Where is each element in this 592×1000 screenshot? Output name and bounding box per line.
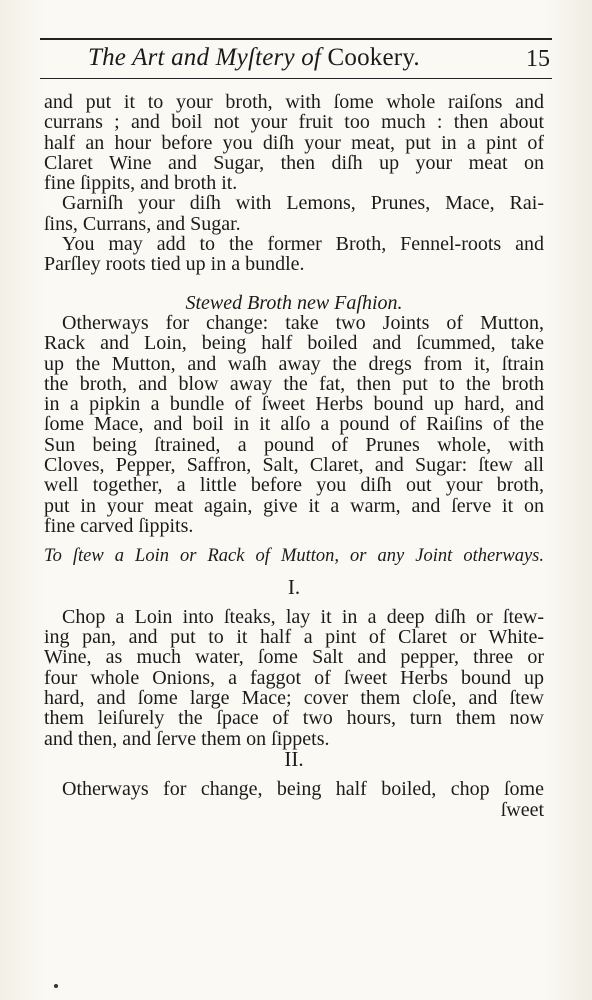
text-line: ing pan, and put to it half a pint of Claret or White- [44, 626, 544, 649]
text-line: currans ; and boil not your fruit too much : then about [44, 111, 544, 134]
ink-speck [54, 984, 58, 988]
catchword: ſweet [500, 798, 544, 821]
paragraph-stewed-broth [44, 313, 544, 536]
text-line: fine carved ſippits. [44, 514, 194, 537]
header-rule-top [40, 38, 552, 40]
text-line: put in your meat again, give it a warm, and ſerve it on [44, 494, 544, 517]
text-line: and then, and ſerve them on ſippets. [44, 727, 330, 750]
text-line: half an hour before you diſh your meat, put in a pint of [44, 131, 544, 154]
recipe-heading-stewed-broth: Stewed Broth new Faſhion. [185, 291, 403, 314]
text-line: hard, and ſome large Mace; cover them cloſe, and ſtew [44, 687, 544, 710]
running-title-italic: The Art and Myſtery of [88, 44, 322, 71]
running-title-roman: Cookery. [327, 44, 420, 71]
text-line: four whole Onions, a faggot of ſweet Herbs bound up [44, 666, 544, 689]
section-numeral-2: II. [284, 746, 304, 771]
text-line: Cloves, Pepper, Saffron, Salt, Claret, and Sugar: ſtew all [44, 454, 544, 477]
text-line: Parſley roots tied up in a bundle. [44, 253, 305, 276]
text-line: ſins, Currans, and Sugar. [44, 212, 241, 235]
paragraph-broth-continued [44, 92, 544, 193]
text-line: well together, a little before you diſh out your broth, [44, 474, 544, 497]
text-line: them leiſurely the ſpace of two hours, turn them now [44, 707, 544, 730]
section-numeral-1: I. [287, 574, 301, 599]
text-line: Claret Wine and Sugar, then diſh up your meat on [44, 151, 544, 174]
paragraph-stew-loin-1 [44, 607, 544, 749]
text-line: You may add to the former Broth, Fennel-roots and [62, 233, 544, 256]
text-line: up the Mutton, and waſh away the dregs from it, ſtrain [44, 352, 544, 375]
page-number: 15 [526, 46, 550, 72]
text-line: fine ſippits, and broth it. [44, 172, 238, 195]
text-line: Wine, as much water, ſome Salt and pepper, three or [44, 646, 544, 669]
paragraph-stew-loin-2 [44, 779, 544, 799]
text-line: Otherways for change, being half boiled, chop ſome [62, 778, 544, 801]
text-line: in a pipkin a bundle of ſweet Herbs bound up hard, and [44, 393, 544, 416]
text-line: ſome Mace, and boil in it alſo a pound of Raiſins of the [44, 413, 544, 436]
header-rule-bottom [40, 78, 552, 79]
paragraph-garnish [44, 193, 544, 234]
text-line: and put it to your broth, with ſome whole raiſons and [44, 91, 544, 113]
page-body [44, 92, 544, 820]
recipe-heading-stew-loin: To ſtew a Loin or Rack of Mutton, or any Joint otherways. [44, 546, 544, 567]
paragraph-additions [44, 234, 544, 275]
text-line: the broth, and blow away the fat, then put to the broth [44, 372, 544, 395]
text-line: Sun being ſtrained, a pound of Prunes whole, with [44, 433, 544, 456]
running-header [40, 44, 552, 76]
text-line: Garniſh your diſh with Lemons, Prunes, Mace, Rai- [62, 192, 544, 215]
spacer [44, 536, 544, 546]
running-title [88, 44, 420, 72]
text-line: Chop a Loin into ſteaks, lay it in a deep diſh or ſtew- [62, 605, 544, 628]
text-line: Otherways for change: take two Joints of Mutton, [62, 311, 544, 334]
text-line: Rack and Loin, being half boiled and ſcummed, take [44, 332, 544, 355]
spacer [44, 275, 544, 293]
